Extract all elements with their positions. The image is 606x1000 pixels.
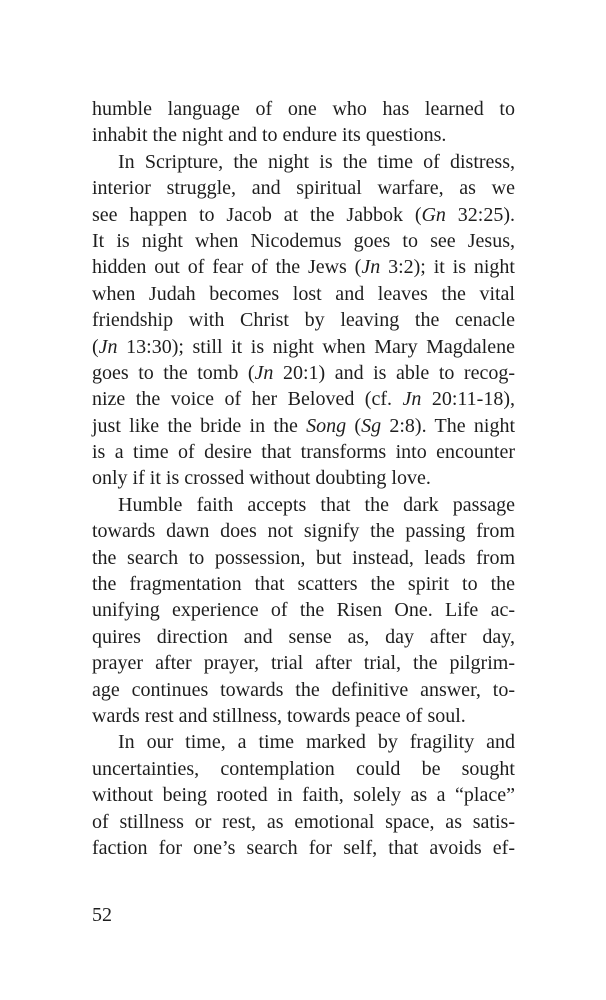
text-line: without being rooted in faith, solely as a “place” <box>92 784 515 807</box>
text-line: of stillness or rest, as emotional space, as satis- <box>92 810 515 833</box>
page-body <box>92 96 515 861</box>
text-line: nize the voice of her Beloved (cf. Jn 20:11-18), <box>92 388 515 411</box>
text-line: just like the bride in the Song (Sg 2:8). The night <box>92 414 515 437</box>
text-line: when Judah becomes lost and leaves the vital <box>92 282 515 305</box>
text-line: the search to possession, but instead, leads from <box>92 546 515 569</box>
text-line: prayer after prayer, trial after trial, the pilgrim- <box>92 652 515 675</box>
page-number: 52 <box>92 904 112 926</box>
text-line: hidden out of fear of the Jews (Jn 3:2); it is night <box>92 256 515 279</box>
text-line: see happen to Jacob at the Jabbok (Gn 32:25). <box>92 203 515 226</box>
text-line: towards dawn does not signify the passing from <box>92 520 515 543</box>
text-line: quires direction and sense as, day after day, <box>92 625 515 648</box>
text-line: friendship with Christ by leaving the cenacle <box>92 309 515 332</box>
text-line: wards rest and stillness, towards peace of soul. <box>92 704 466 727</box>
text-line: In Scripture, the night is the time of distress, <box>118 150 515 173</box>
text-line: only if it is crossed without doubting love. <box>92 467 431 490</box>
text-line: interior struggle, and spiritual warfare, as we <box>92 177 515 200</box>
text-line: unifying experience of the Risen One. Life ac- <box>92 599 515 622</box>
text-line: In our time, a time marked by fragility and <box>118 731 515 754</box>
text-line: It is night when Nicodemus goes to see Jesus, <box>92 229 515 252</box>
text-line: inhabit the night and to endure its questions. <box>92 124 447 147</box>
text-line: age continues towards the definitive answer, to- <box>92 678 515 701</box>
text-line: Humble faith accepts that the dark passage <box>118 493 515 516</box>
text-line: uncertainties, contemplation could be sought <box>92 757 515 780</box>
text-line: the fragmentation that scatters the spirit to the <box>92 573 515 596</box>
text-line: faction for one’s search for self, that avoids ef- <box>92 836 515 859</box>
text-line: (Jn 13:30); still it is night when Mary Magdalene <box>92 335 515 358</box>
text-line: goes to the tomb (Jn 20:1) and is able to recog- <box>92 361 515 384</box>
text-line: is a time of desire that transforms into encounter <box>92 441 515 464</box>
text-line: humble language of one who has learned to <box>92 98 515 120</box>
